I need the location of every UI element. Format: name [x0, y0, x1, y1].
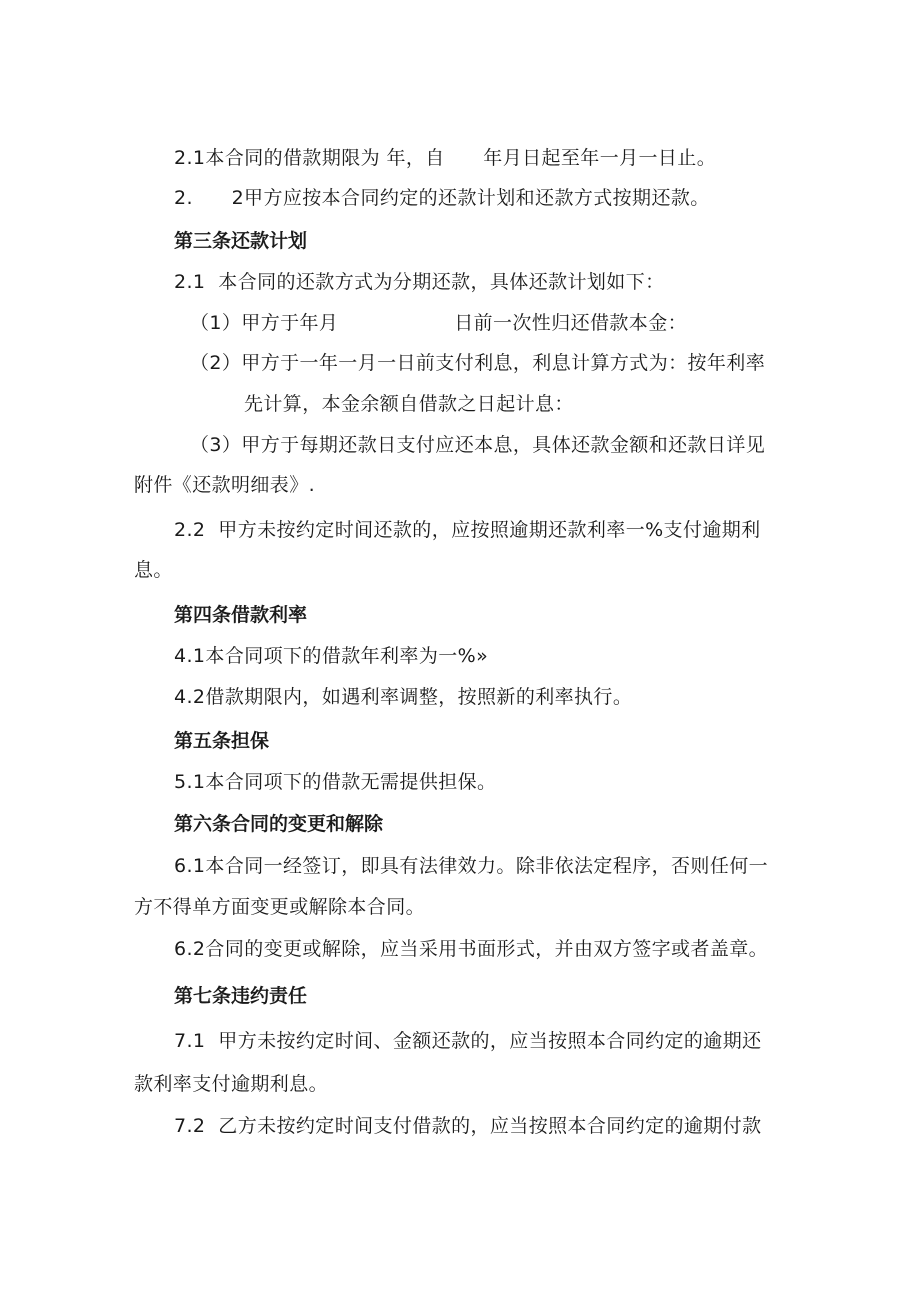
- clause-7-1-continued: 款利率支付逾期利息。: [134, 1073, 329, 1095]
- clause-3-1-method: 2.1 本合同的还款方式为分期还款，具体还款计划如下：: [174, 271, 665, 293]
- clause-6-1-effect: 6.1本合同一经签订，即具有法律效力。除非依法定程序，否则任何一: [174, 855, 769, 877]
- clause-6-1-continued: 方不得单方面变更或解除本合同。: [134, 896, 426, 918]
- plan-item-3-continued: 附件《还款明细表》.: [134, 474, 316, 496]
- clause-4-1-rate: 4.1本合同项下的借款年利率为一%»: [174, 645, 489, 667]
- clause-3-2-overdue: 2.2 甲方未按约定时间还款的，应按照逾期还款利率一%支付逾期利: [174, 519, 761, 541]
- clause-2-1-term: 2.1本合同的借款期限为 年，自 年月日起至年一月一日止。: [174, 147, 717, 169]
- clause-4-2-adjustment: 4.2借款期限内，如遇利率调整，按照新的利率执行。: [174, 686, 633, 708]
- plan-item-2: （2）甲方于一年一月一日前支付利息，利息计算方式为：按年利率: [190, 352, 766, 374]
- plan-item-1: （1）甲方于年月 日前一次性归还借款本金：: [190, 312, 688, 334]
- article-3-heading: 第三条还款计划: [174, 230, 308, 252]
- clause-2-2-repayment: 2. 2甲方应按本合同约定的还款计划和还款方式按期还款。: [174, 187, 710, 209]
- plan-item-2-continued: 先计算，本金余额自借款之日起计息：: [244, 393, 574, 415]
- clause-6-2-modification: 6.2合同的变更或解除，应当采用书面形式，并由双方签字或者盖章。: [174, 938, 769, 960]
- clause-3-2-continued: 息。: [134, 559, 173, 581]
- clause-5-1-guarantee: 5.1本合同项下的借款无需提供担保。: [174, 771, 497, 793]
- article-7-heading: 第七条违约责任: [174, 985, 308, 1007]
- plan-item-3: （3）甲方于每期还款日支付应还本息，具体还款金额和还款日详见: [190, 434, 766, 456]
- article-4-heading: 第四条借款利率: [174, 604, 308, 626]
- clause-7-1-party-a: 7.1 甲方未按约定时间、金额还款的，应当按照本合同约定的逾期还: [174, 1030, 762, 1052]
- article-6-heading: 第六条合同的变更和解除: [174, 813, 384, 835]
- article-5-heading: 第五条担保: [174, 730, 270, 752]
- clause-7-2-party-b: 7.2 乙方未按约定时间支付借款的，应当按照本合同约定的逾期付款: [174, 1115, 762, 1137]
